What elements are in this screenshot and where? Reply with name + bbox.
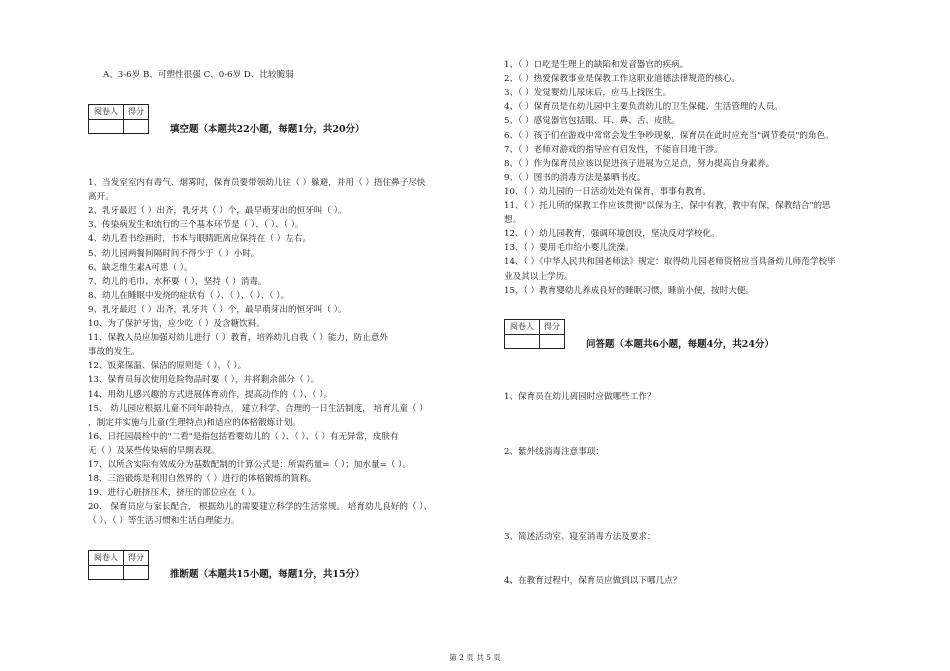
fill-question-line: 6、缺乏维生素A可患（ ）。	[88, 262, 193, 273]
fill-question-line: 无（ ）及某些传染病的早期表现。	[88, 445, 220, 456]
fill-question-line: 1、当发室室内有毒气、烟雾时，保育员要带领幼儿往（ ）躲避，并用（ ）捂住鼻子尽快	[88, 178, 426, 188]
judge-question-line: 13、（ ）要用毛巾给小婴儿洗澡。	[504, 243, 634, 254]
page-footer: 第 2 页 共 5 页	[449, 653, 501, 662]
fill-question-line: 事故的发生。	[88, 347, 140, 358]
judge-question-line: 5、（ ）感觉器官包括眼、耳、鼻、舌、皮肤。	[504, 116, 680, 127]
judge-question-line: 6、（ ）孩子们在游戏中常常会发生争吵现象，保育员在此时应充当"调节委员"的角色。	[504, 130, 834, 141]
fill-question-line: （ ）、（ ）等生活习惯和生活自理能力。	[88, 516, 240, 527]
grader-label: 阅卷人	[89, 105, 124, 119]
grader-label: 阅卷人	[505, 320, 540, 334]
judge-question-line: 11、（ ）托儿所的保教工作应该贯彻"以保为主，保中有教，教中有保，保教结合"的思	[504, 201, 831, 211]
fill-question-line: 11、保教人员应加强对幼儿进行（ ）教育，培养幼儿自我（ ）能力，防止意外	[88, 333, 388, 344]
judge-question-line: 9、（ ）图书的消毒方法是暴晒书皮。	[504, 172, 646, 183]
judge-question-line: 1、（ ）口吃是生理上的缺陷和发音器官的疾病。	[504, 60, 689, 70]
judge-question-line: 业及其以上学历。	[504, 271, 573, 282]
fill-question-line: 17、以所含实际有效成分为基数配制的计算公式是：所需药量=（ ）；加水量=（ ）。	[88, 460, 411, 470]
fill-question-line: 7、幼儿的毛巾、水杯要（ ），坚持（ ）消毒。	[88, 276, 267, 287]
fill-question-line: 3、传染病发生和流行的三个基本环节是（ ）、（ ）、（ ）。	[88, 220, 304, 231]
score-label: 得分	[128, 553, 144, 562]
judge-question-line: 7、（ ）老师对游戏的指导应有启发性，不能盲目地干涉。	[504, 144, 723, 155]
fill-question-line: 18、三浴锻炼是利用自然界的（ ）进行的体格锻炼的简称。	[88, 474, 317, 485]
judge-question-line: 14、（ ）《中华人民共和国老师法》规定：取得幼儿园老师资格应当具备幼儿师范学校毕	[504, 257, 836, 268]
judge-question-line: 15、（ ）教育婴幼儿养成良好的睡眠习惯，睡前小便，按时大便。	[504, 285, 754, 296]
qa-question-3: 3、简述活动室、寝室消毒方法及要求：	[504, 532, 656, 542]
fill-question-line: 2、乳牙最迟（ ）出齐，乳牙共（ ）个，最早萌芽出的恒牙叫（ ）。	[88, 206, 347, 217]
score-table-judge	[88, 550, 149, 566]
qa-question-2: 2、紫外线消毒注意事项：	[504, 447, 604, 457]
fill-question-line: 15、 幼儿园应根据儿童不同年龄特点， 建立科学、合理的一日生活制度， 培育儿童（ ）	[88, 403, 428, 414]
judge-question-line: 想。	[504, 215, 522, 226]
score-label: 得分	[128, 107, 144, 116]
fill-question-line: ，制定并实施与儿童(生理特点)和适应的体格锻炼计划。	[88, 417, 301, 428]
score-table-qa	[504, 319, 565, 335]
fill-question-line: 16、日托园晨检中的"二看"是指包括看婴幼儿的（ ）、（ ）、（ ）有无异常，皮肤有	[88, 431, 399, 442]
score-table-fill-blank	[88, 119, 149, 134]
judge-question-line: 3、（ ）发觉婴幼儿尿床后，应马上找医生。	[504, 88, 672, 99]
judge-question-line: 8、（ ）作为保育员应该以促进孩子进展为立足点，努力提高自身素养。	[504, 158, 775, 169]
score-label: 得分	[544, 322, 560, 331]
fill-question-line: 10、为了保护牙齿，应少吃（ ）及含糖饮料。	[88, 319, 265, 329]
judge-question-line: 12、（ ）幼儿园教育，强调环境创设，坚决反对学校化。	[504, 229, 720, 240]
fill-question-line: 5、幼儿园两餐间隔时间不得少于（ ）小时。	[88, 248, 260, 259]
fill-question-line: 19、进行心脏挤压术，挤压的部位应在（ ）。	[88, 488, 261, 499]
fill-question-line: 14、用幼儿感兴趣的方式进展体育动作，提高动作的（ ）、（ ）。	[88, 389, 333, 400]
fill-section-heading: 填空题（本题共22小题，每题1分，共20分）	[170, 124, 365, 135]
fill-question-line: 13、保育员每次使用危险物品时要（ ），并将剩余部分（ ）。	[88, 375, 320, 386]
fill-question-line: 9、乳牙最迟（ ）出齐，乳牙共（ ）个，最早萌芽出的恒牙叫（ ）。	[88, 304, 347, 315]
qa-question-4: 4、在教育过程中，保育员应做到以下哪几点？	[504, 576, 682, 586]
judge-question-line: 10、（ ）幼儿园的一日活动处处有保育，事事有教育。	[504, 186, 712, 197]
fill-question-line: 12、饭菜保温、保洁的原则是（ ），（ ）。	[88, 361, 247, 372]
grader-label: 阅卷人	[89, 551, 124, 565]
judge-question-line: 2、（ ）热爱保教事业是保教工作这职业道德法律规范的核心。	[504, 74, 740, 85]
fill-question-line: 4、幼儿看书绘画时，书本与眼睛距离应保持在（ ）左右。	[88, 234, 312, 245]
options-line: A、3-6岁 B、可塑性很强 C、0-6岁 D、比较脆弱	[103, 70, 294, 80]
judge-section-heading: 推断题（本题共15小题，每题1分，共15分）	[170, 569, 365, 580]
fill-question-line: 20、 保育员应与家长配合， 根据幼儿的需要建立科学的生活常规。 培育幼儿良好的（ ）、	[88, 502, 433, 513]
qa-question-1: 1、保育员在幼儿离园时应做哪些工作？	[504, 392, 656, 402]
score-table-fill	[88, 104, 149, 120]
qa-section-heading: 问答题（本题共6小题，每题4分，共24分）	[586, 339, 774, 350]
fill-question-line: 8、幼儿在睡眠中发烧的症状有（ ）、（ ）、（ ）、（ ）。	[88, 290, 290, 301]
fill-question-line: 离开。	[88, 192, 114, 203]
score-table-qa-blank	[504, 334, 565, 349]
judge-question-line: 4、（ ）保育员是在幼儿园中主要负责幼儿的卫生保健、生活管理的人员。	[504, 102, 783, 113]
score-table-judge-blank	[88, 565, 149, 580]
